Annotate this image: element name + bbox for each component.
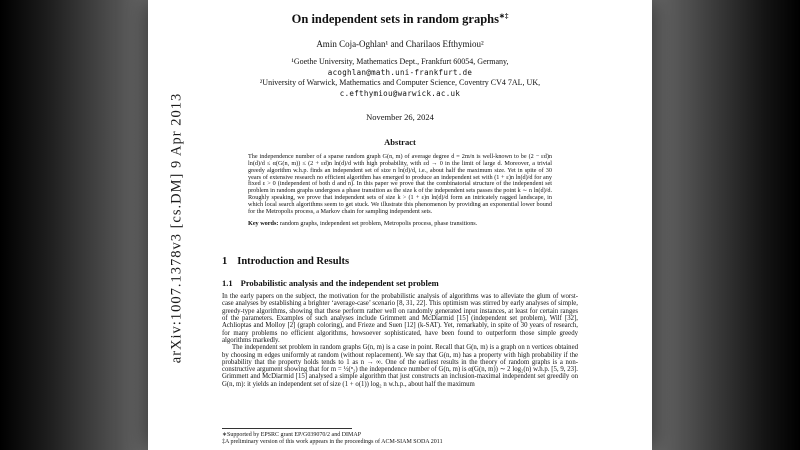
keywords-line (248, 221, 552, 228)
arxiv-watermark-text: arXiv:1007.1378v3 [cs.DM] 9 Apr 2013 (168, 92, 185, 364)
paper-title (222, 9, 578, 27)
keywords-label: Key words: (248, 220, 279, 228)
paper-title-text: On independent sets in random graphs (291, 12, 499, 27)
affiliation-2: ²University of Warwick, Mathematics and Computer Science, Coventry CV4 7AL, UK, (259, 78, 541, 88)
subsection-1-1-number: 1.1 (222, 278, 233, 289)
intro-paragraph-2: The independent set problem in random graphs G(n, m) is a case in point. Recall that G(n, m) is a graph on n vertices obtained by choosing m edges uniformly at random (without replacement). We say that G(n, m) has a property with high probability if the probability that the property holds tends to 1 as n → ∞. One of the earliest results in the theory of random graphs is a non-constructive argument showing that for m = ½(ⁿ₂) the independence number of G(n, m) is α(G(n, m)) ∼ 2 log₂(n) w.h.p. [5, 9, 23]. Grimmett and McDiarmid [15] analysed a simple algorithm that just constructs an inclusion-maximal independent set greedily on G(n, m): it yields an independent set of size (1 + o(1)) log₂ n w.h.p., about half the maximum (222, 344, 578, 388)
affiliation-block (222, 57, 578, 99)
authors-line: Amin Coja-Oghlan¹ and Charilaos Efthymiou² (316, 39, 484, 50)
paper-content (148, 0, 652, 450)
footnote-1: ∗Supported by EPSRC grant EP/G039070/2 and DIMAP (222, 432, 362, 439)
footnote-2: ‡A preliminary version of this work appears in the proceedings of ACM-SIAM SODA 2011 (222, 439, 443, 446)
intro-paragraph-1: In the early papers on the subject, the motivation for the probabilistic analysis of algorithms was to alleviate the glum of worst-case analyses by establishing a brighter ‘average-case’ scenario [8, 31, 22]. This optimism was stirred by early analyses of simple, greedy-type algorithms, showing that these perform rather well on randomly generated input instances, at least for certain ranges of the parameters. Examples of such analyses include Grimmett and McDiarmid [15] (independent set problem), Wilf [32], Achlioptas and Molloy [2] (graph coloring), and Frieze and Suen [12] (k-SAT). Yet, remarkably, in spite of 30 years of research, for many problems no efficient algorithms, howsoever sophisticated, have been found to outperform those simple greedy algorithms markedly. (222, 293, 578, 344)
keywords-text: random graphs, independent set problem, Metropolis process, phase transitions. (278, 220, 478, 228)
title-footnote-marks: ∗‡ (498, 12, 509, 20)
footnote-block (222, 428, 578, 446)
section-1-title: Introduction and Results (237, 256, 350, 268)
footnote-rule (222, 428, 352, 429)
email-2: c.efthymiou@warwick.ac.uk (339, 88, 461, 98)
section-1-number: 1 (222, 256, 228, 268)
date-line: November 26, 2024 (366, 112, 434, 123)
subsection-1-1-heading (222, 278, 578, 288)
subsection-1-1-title: Probabilistic analysis and the independent set problem (240, 278, 439, 289)
email-1: acoghlan@math.uni-frankfurt.de (327, 67, 473, 77)
abstract-heading: Abstract (384, 137, 416, 148)
affiliation-1: ¹Goethe University, Mathematics Dept., Frankfurt 60054, Germany, (291, 57, 509, 67)
abstract-text: The independence number of a sparse random graph G(n, m) of average degree d = 2m/n is well-known to be (2 − εd)n ln(d)/d ≤ α(G(n, m)) ≤ (2 + εd)n ln(d)/d with high probability, with εd → 0 in the limit of large d. Moreover, a trivial greedy algorithm w.h.p. finds an independent set of size n ln(d)/d, i.e., about half the maximum size. Yet in spite of 30 years of extensive research no efficient algorithm has emerged to produce an independent set with (1 + ε)n ln(d)/d for any fixed ε > 0 (independent of both d and n). In this paper we prove that the combinatorial structure of the independent set problem in random graphs undergoes a phase transition as the size k of the independent sets passes the point k ∼ n ln(d)/d. Roughly speaking, we prove that independent sets of size k > (1 + ε)n ln(d)/d form an intricately ragged landscape, in which local search algorithms seem to get stuck. We illustrate this phenomenon by providing an exponential lower bound for the Metropolis process, a Markov chain for sampling independent sets. (248, 153, 552, 215)
section-1-heading (222, 256, 578, 267)
paper-page (148, 0, 652, 450)
